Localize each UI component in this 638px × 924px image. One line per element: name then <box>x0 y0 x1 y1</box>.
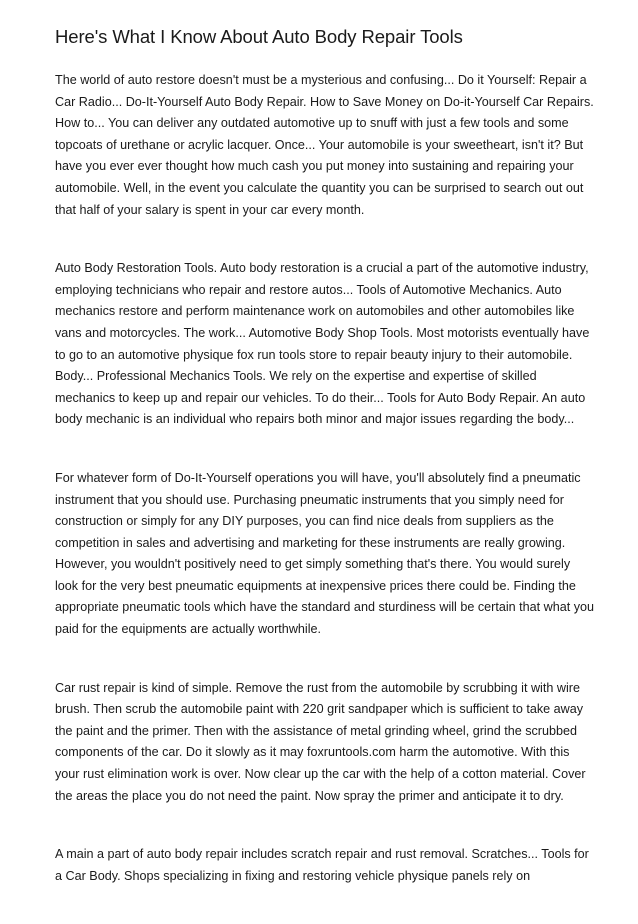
paragraph-rust-repair: Car rust repair is kind of simple. Remove the rust from the automobile by scrubbing it with wire brush. Then scrub the automobile paint with 220 grit sandpaper which is sufficient to take away the paint and the primer. Then with the assistance of metal grinding wheel, grind the scrubbed components of the car. Do it slowly as it may foxruntools.com harm the automotive. With this your rust elimination work is over. Now clear up the car with the help of a cotton material. Cover the areas the place you do not need the paint. Now spray the primer and anticipate it to dry. <box>55 680 586 803</box>
document-page <box>55 24 595 924</box>
page-title: Here's What I Know About Auto Body Repair Tools <box>55 26 463 47</box>
paragraph-pneumatic-tools: For whatever form of Do-It-Yourself operations you will have, you'll absolutely find a pneumatic instrument that you should use. Purchasing pneumatic instruments that you simply need for construction or simply for any DIY purposes, you can find nice deals from suppliers as the competition in sales and advertising and marketing for these instruments are really growing. However, you wouldn't positively need to get simply something that's there. You would surely look for the very best pneumatic equipments at inexpensive prices there could be. Finding the appropriate pneumatic tools which have the standard and sturdiness will be certain that what you paid for the equipments are actually worthwhile. <box>55 470 595 637</box>
paragraph-intro: The world of auto restore doesn't must be a mysterious and confusing... Do it Yourself: Repair a Car Radio... Do-It-Yourself Auto Body Repair. How to Save Money on Do-it-Yourself Car Repairs. How to... You can deliver any outdated automotive up to snuff with just a few tools and some topcoats of urethane or acrylic lacquer. Once... Your automobile is your sweetheart, isn't it? But have you ever ever thought how much cash you put money into sustaining and repairing your automobile. Well, in the event you calculate the quantity you can be surprised to search out out that half of your salary is spent in your car every month. <box>55 73 594 217</box>
paragraph-restoration-tools: Auto Body Restoration Tools. Auto body restoration is a crucial a part of the automotive industry, employing technicians who repair and restore autos... Tools of Automotive Mechanics. Auto mechanics restore and perform maintenance work on automobiles and other automobiles like vans and motorcycles. The work... Automotive Body Shop Tools. Most motorists eventually have to go to an automotive physique fox run tools store to repair beauty injury to their automobile. Body... Professional Mechanics Tools. We rely on the expertise and expertise of skilled mechanics to keep up and repair our vehicles. To do their... Tools for Auto Body Repair. An auto body mechanic is an individual who repairs both minor and major issues regarding the body... <box>55 261 590 427</box>
paragraph-scratch-repair: A main a part of auto body repair includes scratch repair and rust removal. Scratches... Tools for a Car Body. Shops specializing in fixing and restoring vehicle physique panels rely on <box>55 847 589 883</box>
